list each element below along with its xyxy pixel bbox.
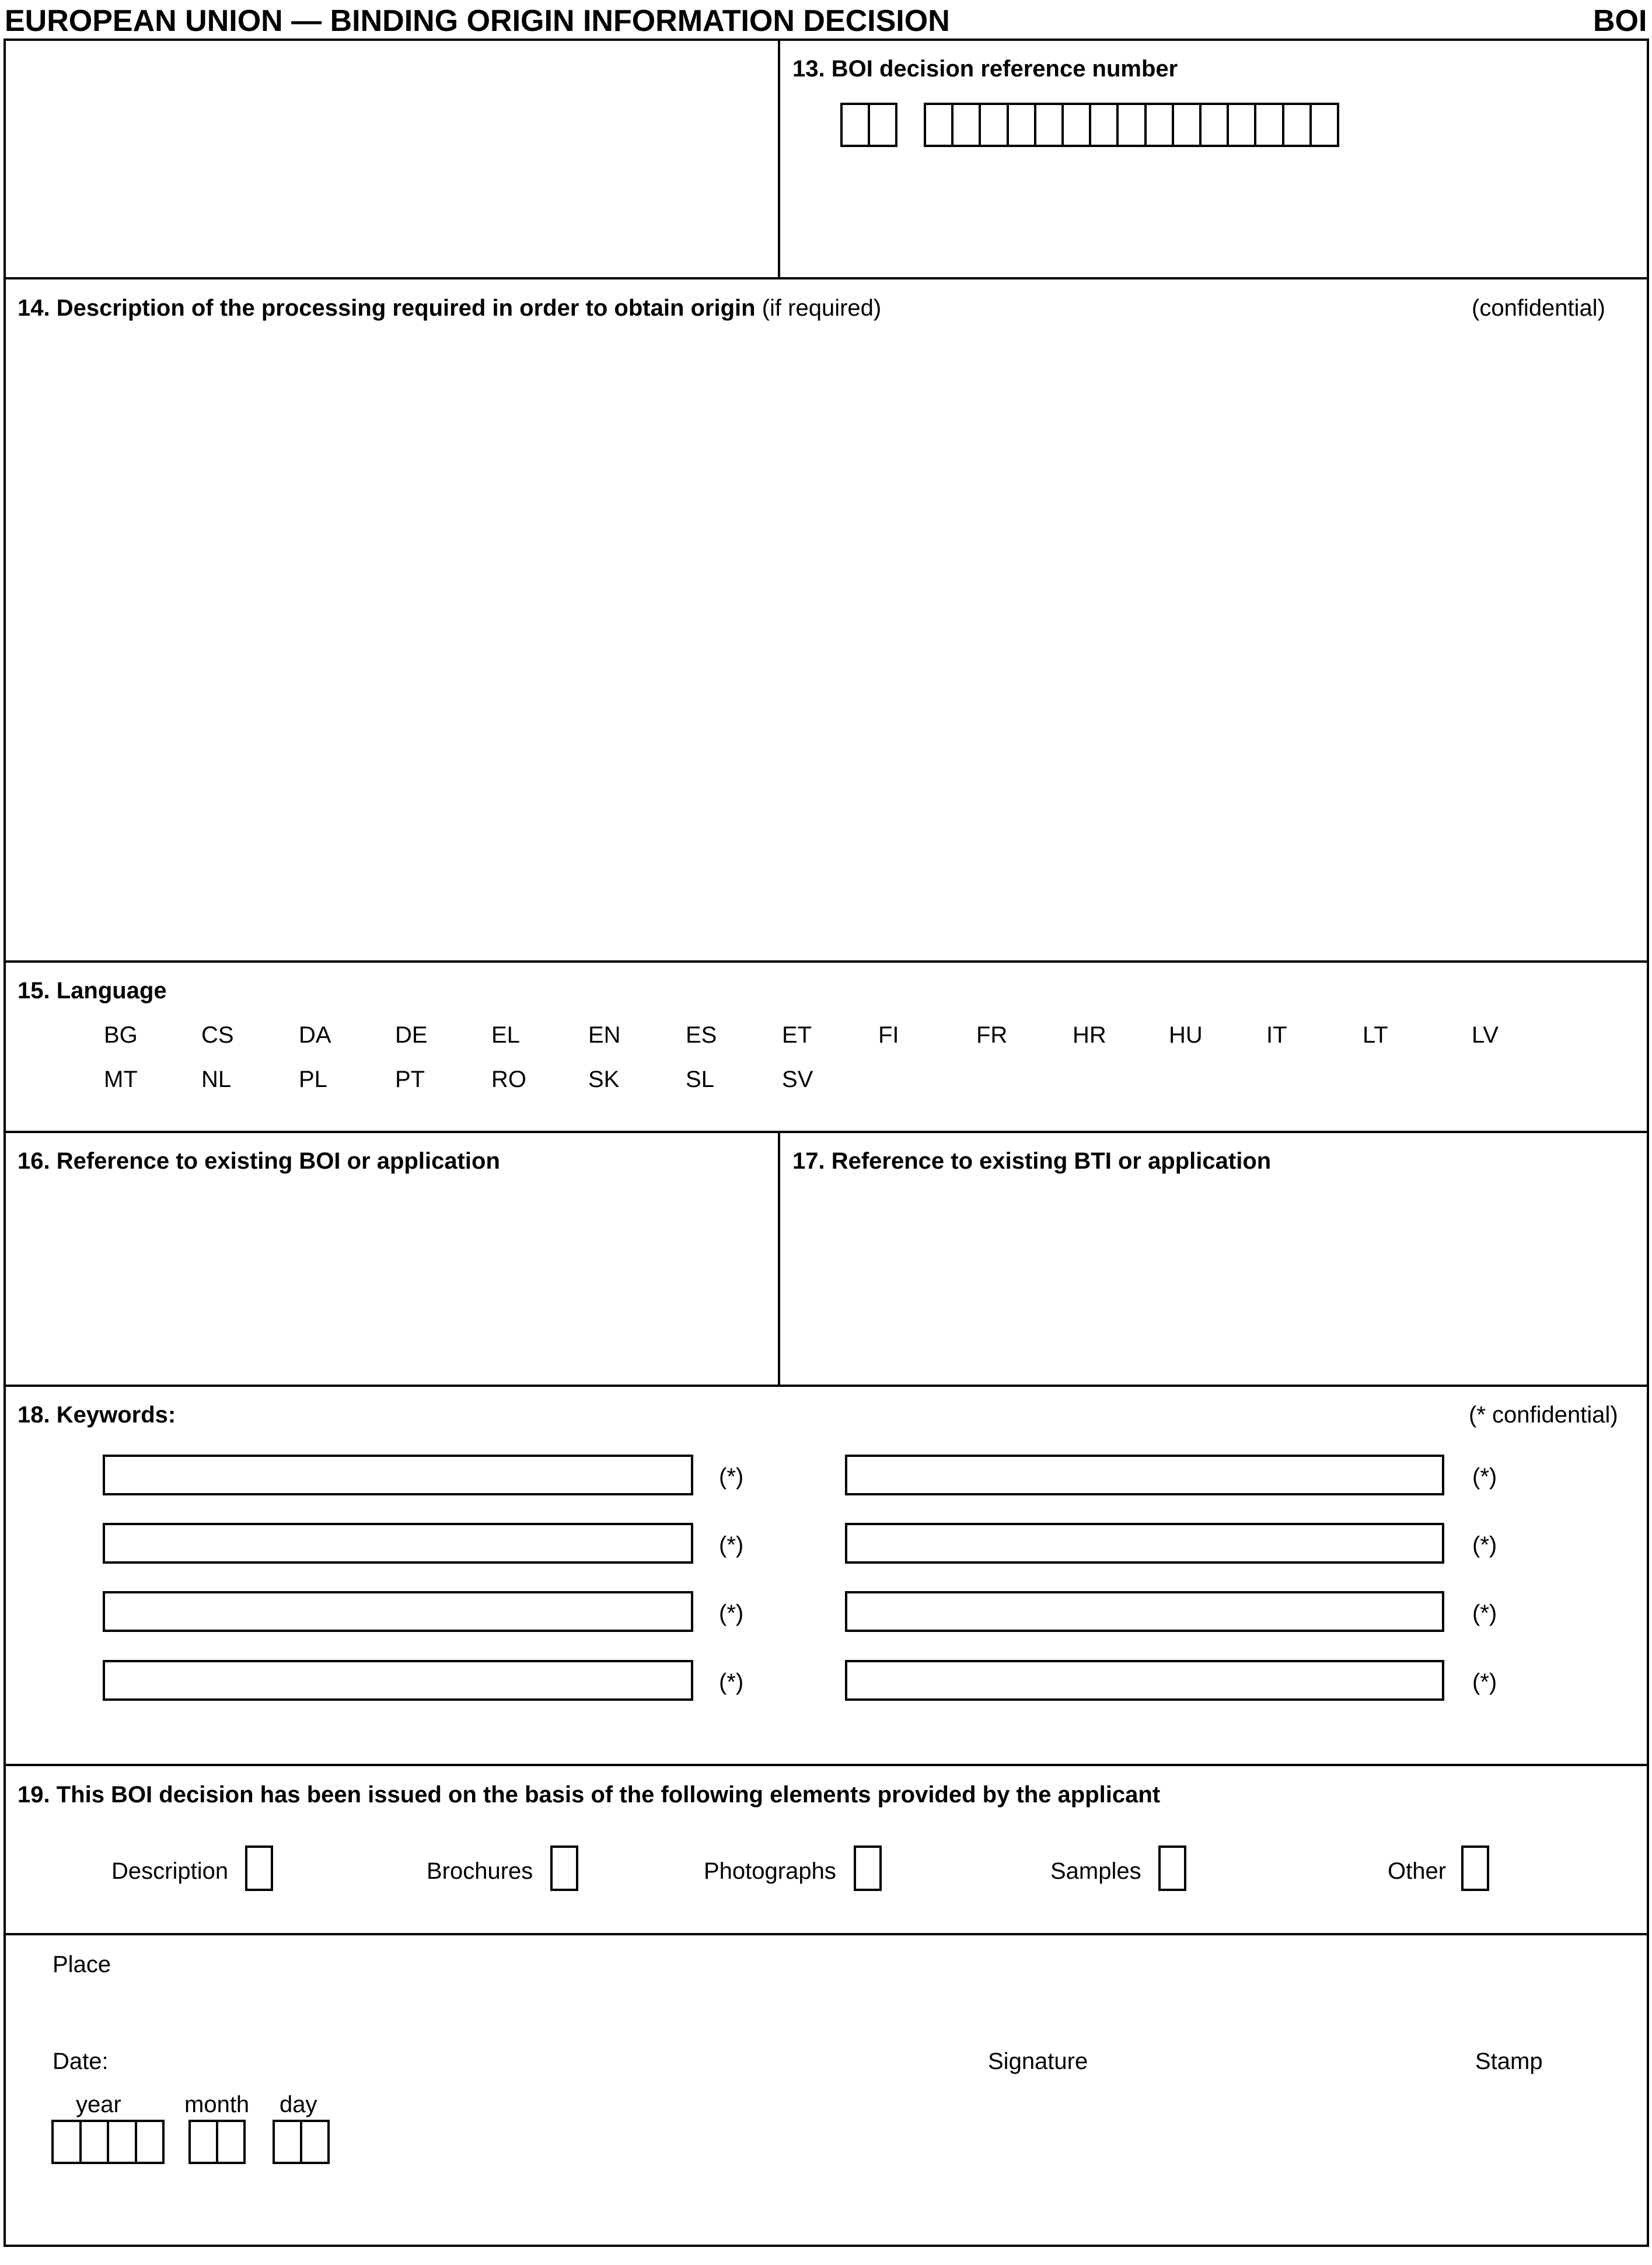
language-et: ET [782, 1022, 812, 1048]
checkbox-brochures[interactable] [550, 1845, 578, 1891]
keyword-field-right[interactable] [845, 1455, 1444, 1495]
language-pl: PL [299, 1067, 327, 1092]
ref-number-boxes-sep [1199, 103, 1202, 147]
keyword-field-right[interactable] [845, 1591, 1444, 1632]
box-17-label: 17. Reference to existing BTI or application [792, 1148, 1272, 1174]
keyword-field-right[interactable] [845, 1523, 1444, 1564]
language-nl: NL [201, 1067, 232, 1092]
divider-14-15 [4, 960, 1649, 963]
divider-13-14 [4, 277, 1649, 279]
element-label-description: Description [111, 1858, 229, 1884]
language-fi: FI [878, 1022, 899, 1048]
language-ro: RO [491, 1067, 526, 1092]
month-label: month [184, 2092, 250, 2117]
language-lt: LT [1363, 1022, 1388, 1048]
keyword-field-left[interactable] [103, 1660, 693, 1701]
box-14-confidential: (confidential) [1472, 295, 1606, 321]
language-de: DE [395, 1022, 428, 1048]
language-sv: SV [782, 1067, 813, 1092]
form-frame [4, 39, 1649, 2247]
confidential-marker: (*) [719, 1464, 744, 1490]
box-16-label: 16. Reference to existing BOI or application [18, 1148, 500, 1174]
language-fr: FR [976, 1022, 1008, 1048]
keyword-field-left[interactable] [103, 1455, 693, 1495]
language-pt: PT [395, 1067, 425, 1092]
month-boxes-sep [216, 2120, 218, 2164]
ref-number-boxes-sep [1116, 103, 1119, 147]
ref-number-boxes-sep [1144, 103, 1147, 147]
element-label-brochures: Brochures [427, 1858, 533, 1884]
confidential-marker: (*) [1472, 1669, 1497, 1695]
checkbox-photographs[interactable] [854, 1845, 882, 1891]
form-title: EUROPEAN UNION — BINDING ORIGIN INFORMATION DECISION [5, 4, 950, 38]
language-it: IT [1266, 1022, 1287, 1048]
date-label: Date: [53, 2049, 109, 2074]
keyword-field-left[interactable] [103, 1523, 693, 1564]
year-label: year [76, 2092, 121, 2117]
box-18-confidential: (* confidential) [1469, 1402, 1618, 1428]
confidential-marker: (*) [1472, 1600, 1497, 1626]
box-14-label-bold: 14. Description of the processing required in order to obtain origin [18, 295, 756, 321]
divider-v-16-17 [778, 1131, 780, 1386]
ref-prefix-boxes-sep [868, 103, 870, 147]
language-sk: SK [588, 1067, 620, 1092]
ref-number-boxes-sep [1309, 103, 1312, 147]
box-19-label: 19. This BOI decision has been issued on the basis of the following elements provided by the applicant [18, 1782, 1161, 1808]
language-en: EN [588, 1022, 621, 1048]
ref-number-boxes-sep [1172, 103, 1174, 147]
keyword-field-left[interactable] [103, 1591, 693, 1632]
divider-16-18 [4, 1385, 1649, 1387]
day-boxes-sep [300, 2120, 302, 2164]
year-boxes-sep [79, 2120, 82, 2164]
place-label: Place [53, 1952, 111, 1977]
divider-v-top [778, 39, 780, 278]
checkbox-description[interactable] [245, 1845, 273, 1891]
box-18-label: 18. Keywords: [18, 1402, 176, 1428]
language-hr: HR [1073, 1022, 1106, 1048]
confidential-marker: (*) [719, 1532, 744, 1558]
box-13-label: 13. BOI decision reference number [792, 56, 1178, 82]
language-lv: LV [1472, 1022, 1499, 1048]
form-code: BOI [1593, 4, 1647, 38]
keyword-field-right[interactable] [845, 1660, 1444, 1701]
year-boxes-sep [107, 2120, 109, 2164]
ref-number-boxes-sep [1034, 103, 1036, 147]
ref-number-boxes-sep [1007, 103, 1009, 147]
confidential-marker: (*) [1472, 1532, 1497, 1558]
divider-19-footer [4, 1933, 1649, 1935]
language-mt: MT [104, 1067, 138, 1092]
box-14-label-note: (if required) [762, 295, 882, 321]
language-es: ES [686, 1022, 717, 1048]
box-14-label [18, 296, 881, 320]
year-boxes-sep [135, 2120, 137, 2164]
ref-number-boxes-sep [1254, 103, 1256, 147]
checkbox-other[interactable] [1461, 1845, 1489, 1891]
confidential-marker: (*) [719, 1600, 744, 1626]
ref-number-boxes-sep [951, 103, 954, 147]
ref-number-boxes-sep [1089, 103, 1091, 147]
language-sl: SL [686, 1067, 714, 1092]
element-label-photographs: Photographs [704, 1858, 836, 1884]
confidential-marker: (*) [1472, 1464, 1497, 1490]
ref-number-boxes-sep [1061, 103, 1064, 147]
language-cs: CS [201, 1022, 234, 1048]
language-el: EL [491, 1022, 520, 1048]
language-bg: BG [104, 1022, 138, 1048]
ref-number-boxes[interactable] [924, 103, 1339, 147]
divider-15-16 [4, 1131, 1649, 1133]
ref-number-boxes-sep [1227, 103, 1229, 147]
ref-number-boxes-sep [1282, 103, 1284, 147]
box-15-label: 15. Language [18, 978, 167, 1004]
signature-label: Signature [988, 2049, 1088, 2074]
language-da: DA [299, 1022, 331, 1048]
ref-number-boxes-sep [979, 103, 981, 147]
element-label-other: Other [1388, 1858, 1447, 1884]
confidential-marker: (*) [719, 1669, 744, 1695]
stamp-label: Stamp [1475, 2049, 1543, 2074]
checkbox-samples[interactable] [1158, 1845, 1186, 1891]
divider-18-19 [4, 1764, 1649, 1766]
element-label-samples: Samples [1050, 1858, 1141, 1884]
day-label: day [280, 2092, 317, 2117]
language-hu: HU [1169, 1022, 1203, 1048]
